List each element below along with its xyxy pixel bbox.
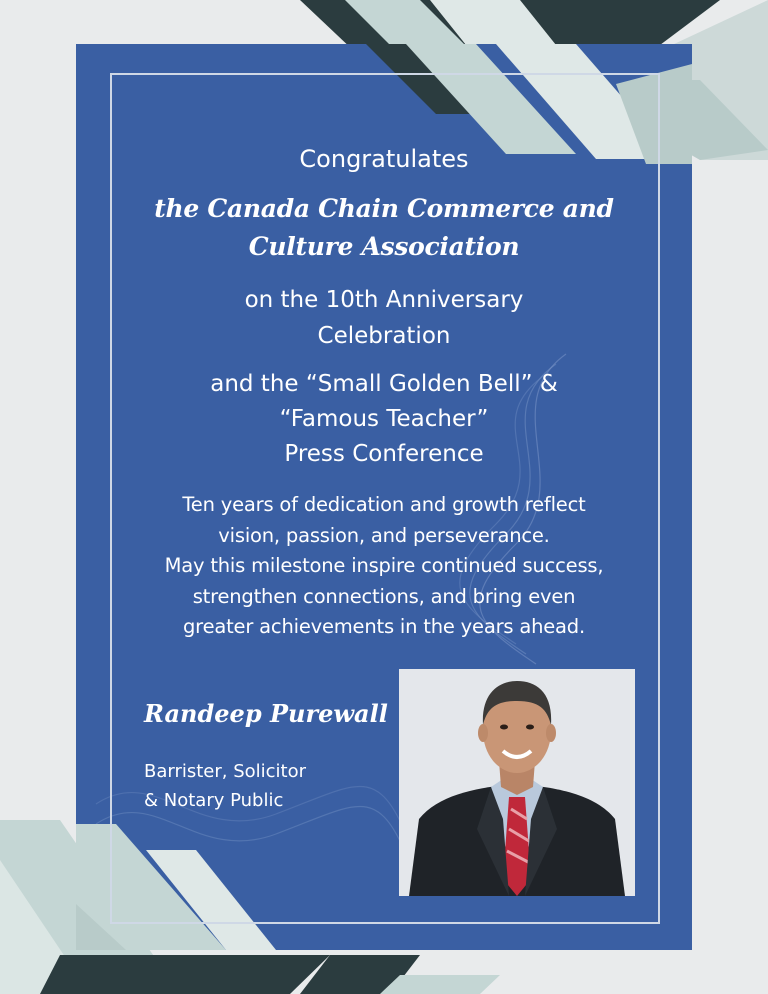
signer-portrait [399,669,635,896]
greeting-card [76,44,692,950]
organization-line-2: Culture Association [248,232,520,261]
anniversary-line-2: Celebration [317,323,451,349]
message-text [76,490,692,643]
press-line-2: “Famous Teacher” [279,406,489,432]
press-line-1: and the “Small Golden Bell” & [210,371,558,397]
press-conference-text [76,367,692,472]
signer-title-line-1: Barrister, Solicitor [144,761,307,782]
signer-title-line-2: & Notary Public [144,790,284,811]
message-line: May this milestone inspire continued success, [164,554,604,577]
portrait-illustration [399,669,635,896]
organization-name [76,190,692,266]
message-line: greater achievements in the years ahead. [183,615,585,638]
signer-title [144,757,306,815]
organization-line-1: the Canada Chain Commerce and [154,194,614,223]
message-line: Ten years of dedication and growth reflect [182,493,586,516]
message-line: strengthen connections, and bring even [192,584,576,608]
anniversary-line-1: on the 10th Anniversary [244,287,524,313]
signer-name: Randeep Purewall [144,699,388,728]
anniversary-text [76,282,692,354]
congratulates-text: Congratulates [299,145,469,173]
press-line-3: Press Conference [284,441,484,467]
message-line: vision, passion, and perseverance. [218,523,550,547]
